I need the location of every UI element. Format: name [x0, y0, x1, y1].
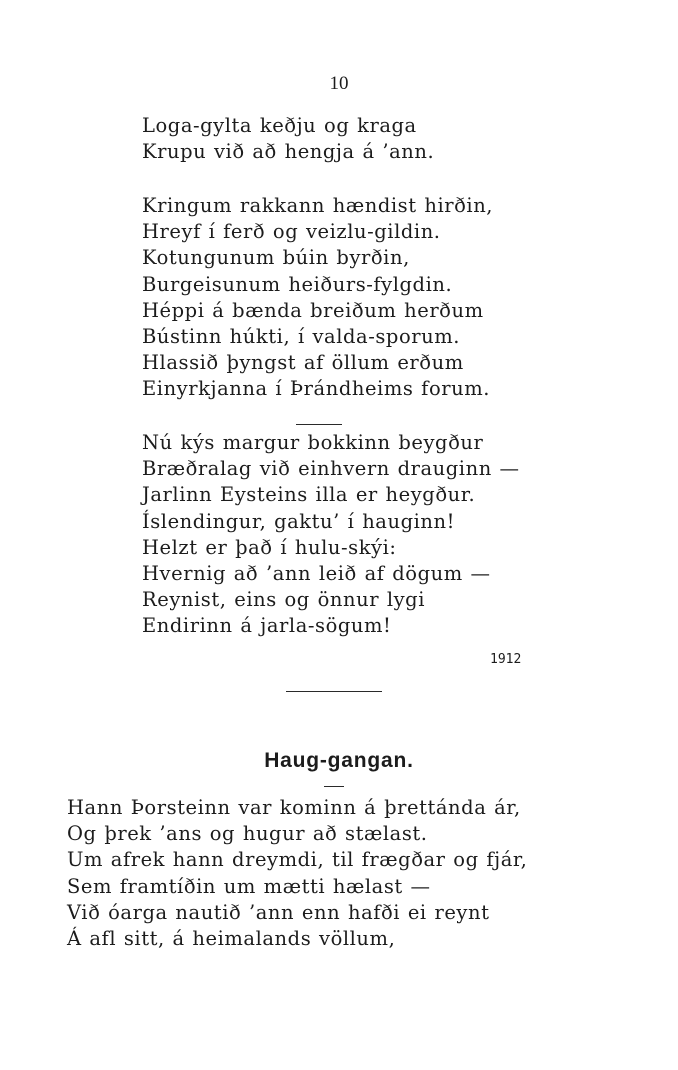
verse-line: Hlassið þyngst af öllum erðum — [142, 351, 464, 375]
poem-body — [67, 795, 527, 952]
stanza-divider — [296, 424, 342, 425]
verse-line: Bústinn húkti, í valda-sporum. — [142, 325, 460, 349]
poem-year: 1912 — [490, 652, 522, 667]
title-rule — [324, 786, 344, 787]
verse-line: Kotungunum búin byrðin, — [142, 246, 410, 270]
verse-line: Krupu við að hengja á ’ann. — [142, 140, 435, 164]
verse-line: Helzt er það í hulu-skýi: — [142, 535, 397, 559]
page-number: 10 — [329, 73, 349, 94]
verse-line: Hreyf í ferð og veizlu-gildin. — [142, 220, 441, 244]
verse-line: Við óarga nautið ’ann enn hafði ei reynt — [67, 900, 490, 924]
stanza-2 — [142, 193, 493, 403]
verse-line: Héppi á bænda breiðum herðum — [142, 298, 484, 322]
verse-line: Nú kýs margur bokkinn beygður — [142, 431, 484, 454]
verse-line: Einyrkjanna í Þrándheims forum. — [142, 377, 491, 401]
verse-line: Loga-gylta keðju og kraga — [142, 114, 417, 137]
poem-title: Haug-gangan. — [264, 749, 414, 772]
stanza-3 — [142, 430, 520, 640]
verse-line: Burgeisunum heiðurs-fylgdin. — [142, 272, 453, 296]
poem-end-rule — [286, 691, 382, 692]
verse-line: Endirinn á jarla-sögum! — [142, 614, 392, 638]
verse-line: Íslendingur, gaktu’ í hauginn! — [142, 509, 456, 533]
verse-line: Sem framtíðin um mætti hælast — — [67, 874, 431, 898]
verse-line: Á afl sitt, á heimalands völlum, — [67, 927, 396, 951]
verse-line: Hvernig að ’ann leið af dögum — — [142, 562, 491, 586]
verse-line: Bræðralag við einhvern drauginn — — [142, 457, 520, 481]
verse-line: Og þrek ’ans og hugur að stælast. — [67, 822, 428, 846]
verse-line: Kringum rakkann hændist hirðin, — [142, 194, 494, 217]
verse-line: Jarlinn Eysteins illa er heygður. — [142, 483, 476, 507]
verse-line: Um afrek hann dreymdi, til frægðar og fjár, — [67, 848, 528, 872]
verse-line: Hann Þorsteinn var kominn á þrettánda ár, — [67, 796, 521, 819]
verse-line: Reynist, eins og önnur lygi — [142, 588, 425, 612]
stanza-1 — [142, 113, 434, 165]
